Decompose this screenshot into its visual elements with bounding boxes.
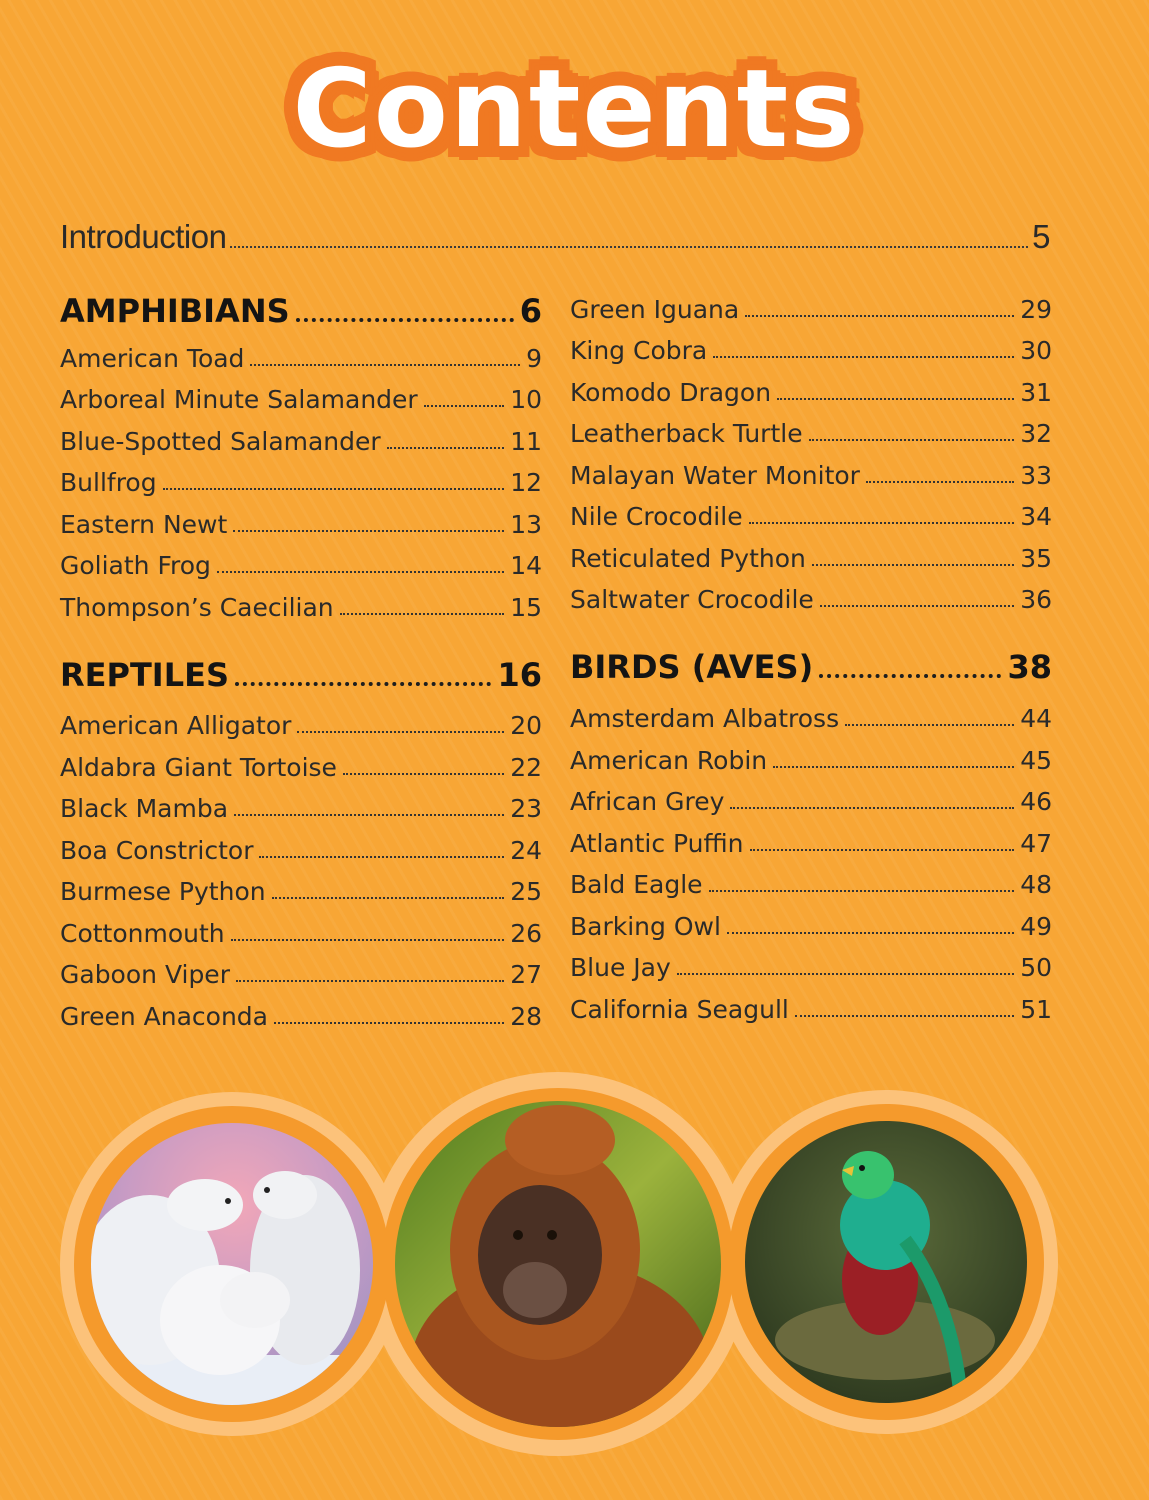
toc-entry-page: 27: [510, 960, 542, 989]
toc-entry-page: 9: [526, 344, 542, 373]
toc-entry-label: American Alligator: [60, 711, 292, 740]
toc-entry-label: Amsterdam Albatross: [570, 704, 840, 733]
toc-entry-page: 24: [510, 836, 542, 865]
toc-entry-goliath-frog[interactable]: [60, 544, 542, 580]
toc-entry-page: 25: [510, 877, 542, 906]
toc-entry-label: California Seagull: [570, 995, 789, 1024]
toc-entry-label: Atlantic Puffin: [570, 829, 744, 858]
polar-bears-photo: [80, 1110, 390, 1420]
toc-entry-page: 49: [1020, 912, 1052, 941]
toc-entry-page: 15: [510, 593, 542, 622]
toc-entry-boa-constrictor[interactable]: [60, 829, 542, 865]
orangutan-photo: [390, 1095, 730, 1480]
toc-entry-page: 44: [1020, 704, 1052, 733]
toc-entry-page: 20: [510, 711, 542, 740]
toc-section-label: BIRDS (AVES): [570, 648, 814, 686]
toc-entry-label: Reticulated Python: [570, 544, 806, 573]
dot-leader: [234, 814, 504, 816]
dot-leader: [217, 571, 504, 573]
toc-entry-page: 10: [510, 385, 542, 414]
title-area: [0, 40, 1149, 190]
dot-leader: [231, 939, 505, 941]
toc-entry-cottonmouth[interactable]: [60, 912, 542, 948]
photo-ring-3: [714, 1090, 1058, 1434]
toc-entry-american-toad[interactable]: [60, 337, 542, 373]
toc-entry-arboreal-minute-salamander[interactable]: [60, 378, 542, 414]
toc-entry-page: 14: [510, 551, 542, 580]
toc-entry-african-grey[interactable]: [570, 780, 1052, 816]
toc-entry-page: 50: [1020, 953, 1052, 982]
dot-leader: [272, 897, 505, 899]
toc-entry-label: Eastern Newt: [60, 510, 228, 539]
dot-leader: [730, 807, 1014, 809]
toc-entry-page: 36: [1020, 585, 1052, 614]
dot-leader: [812, 564, 1014, 566]
toc-entry-page: 30: [1020, 336, 1052, 365]
dot-leader: [773, 766, 1014, 768]
toc-section-reptiles[interactable]: [60, 650, 542, 694]
toc-entry-eastern-newt[interactable]: [60, 503, 542, 539]
toc-entry-bullfrog[interactable]: [60, 461, 542, 497]
toc-entry-label: Komodo Dragon: [570, 378, 772, 407]
page-title: Contents: [292, 47, 857, 172]
toc-entry-label: Thompson’s Caecilian: [60, 593, 334, 622]
toc-entry-label: Burmese Python: [60, 877, 266, 906]
dot-leader: [777, 398, 1014, 400]
dot-leader: [820, 605, 1014, 607]
toc-entry-label: Barking Owl: [570, 912, 721, 941]
toc-entry-label: King Cobra: [570, 336, 708, 365]
toc-entry-label: Goliath Frog: [60, 551, 211, 580]
toc-section-label: AMPHIBIANS: [60, 292, 290, 330]
quetzal-bird-photo: [740, 1115, 1040, 1415]
toc-entry-aldabra-giant-tortoise[interactable]: [60, 746, 542, 782]
dot-leader: [163, 488, 505, 490]
photo-ring-1: [60, 1092, 404, 1436]
toc-entry-page: 51: [1020, 995, 1052, 1024]
toc-entry-label: Bullfrog: [60, 468, 157, 497]
dot-leader: [749, 522, 1015, 524]
dot-leader: [745, 315, 1014, 317]
dot-leader: [259, 856, 504, 858]
toc-entry-page: 12: [510, 468, 542, 497]
toc-entry-label: American Robin: [570, 746, 768, 775]
toc-entry-king-cobra[interactable]: [570, 329, 1052, 365]
toc-entry-blue-jay[interactable]: [570, 946, 1052, 982]
dot-leader: [866, 481, 1014, 483]
toc-entry-american-alligator[interactable]: [60, 704, 542, 740]
dot-leader: [845, 724, 1014, 726]
toc-entry-label: Bald Eagle: [570, 870, 703, 899]
toc-entry-page: 46: [1020, 787, 1052, 816]
photo-ring-2: [366, 1072, 750, 1456]
toc-entry-komodo-dragon[interactable]: [570, 371, 1052, 407]
toc-entry-page: 47: [1020, 829, 1052, 858]
dot-leader: [340, 613, 505, 615]
dot-leader: [795, 1015, 1014, 1017]
toc-entry-label: Aldabra Giant Tortoise: [60, 753, 337, 782]
dot-leader: [677, 973, 1014, 975]
dot-leader: [424, 405, 504, 407]
toc-entry-barking-owl[interactable]: [570, 905, 1052, 941]
toc-entry-page: 45: [1020, 746, 1052, 775]
dot-leader: [750, 849, 1015, 851]
toc-entry-gaboon-viper[interactable]: [60, 953, 542, 989]
toc-entry-label: Arboreal Minute Salamander: [60, 385, 418, 414]
dot-leader: [236, 980, 504, 982]
toc-entry-label: American Toad: [60, 344, 245, 373]
toc-entry-atlantic-puffin[interactable]: [570, 822, 1052, 858]
toc-section-page: 16: [497, 656, 542, 694]
toc-entry-page: 32: [1020, 419, 1052, 448]
toc-entry-blue-spotted-salamander[interactable]: [60, 420, 542, 456]
toc-entry-label: Nile Crocodile: [570, 502, 743, 531]
dot-leader: [250, 364, 520, 366]
toc-entry-green-anaconda[interactable]: [60, 995, 542, 1031]
toc-entry-label: African Grey: [570, 787, 725, 816]
toc-entry-saltwater-crocodile[interactable]: [570, 578, 1052, 614]
dot-leader: [296, 318, 514, 322]
toc-entry-label: Blue-Spotted Salamander: [60, 427, 381, 456]
toc-entry-label: Boa Constrictor: [60, 836, 254, 865]
toc-entry-green-iguana[interactable]: [570, 288, 1052, 324]
toc-entry-bald-eagle[interactable]: [570, 863, 1052, 899]
dot-leader: [809, 439, 1015, 441]
toc-entry-label: Leatherback Turtle: [570, 419, 803, 448]
toc-entry-page: 35: [1020, 544, 1052, 573]
toc-entry-page: 23: [510, 794, 542, 823]
toc-entry-california-seagull[interactable]: [570, 988, 1052, 1024]
dot-leader: [230, 246, 1028, 248]
toc-section-page: 38: [1007, 648, 1052, 686]
toc-entry-page: 48: [1020, 870, 1052, 899]
toc-entry-label: Saltwater Crocodile: [570, 585, 814, 614]
toc-entry-label: Introduction: [60, 218, 227, 255]
dot-leader: [343, 773, 504, 775]
toc-section-label: REPTILES: [60, 656, 229, 694]
toc-entry-amsterdam-albatross[interactable]: [570, 697, 1052, 733]
dot-leader: [727, 932, 1014, 934]
toc-entry-page: 31: [1020, 378, 1052, 407]
toc-entry-leatherback-turtle[interactable]: [570, 412, 1052, 448]
dot-leader: [297, 731, 504, 733]
toc-entry-page: 22: [510, 753, 542, 782]
toc-entry-page: 26: [510, 919, 542, 948]
toc-entry-malayan-water-monitor[interactable]: [570, 454, 1052, 490]
dot-leader: [233, 530, 504, 532]
toc-entry-black-mamba[interactable]: [60, 787, 542, 823]
toc-entry-label: Malayan Water Monitor: [570, 461, 860, 490]
toc-entry-page: 33: [1020, 461, 1052, 490]
dot-leader: [387, 447, 505, 449]
toc-entry-introduction[interactable]: [60, 206, 1050, 256]
toc-entry-label: Green Iguana: [570, 295, 740, 324]
toc-entry-page: 29: [1020, 295, 1052, 324]
toc-entry-label: Blue Jay: [570, 953, 671, 982]
toc-entry-burmese-python[interactable]: [60, 870, 542, 906]
toc-entry-nile-crocodile[interactable]: [570, 495, 1052, 531]
toc-section-birds-aves[interactable]: [570, 642, 1052, 686]
dot-leader: [274, 1022, 504, 1024]
toc-entry-reticulated-python[interactable]: [570, 537, 1052, 573]
dot-leader: [235, 682, 491, 686]
dot-leader: [713, 356, 1014, 358]
toc-entry-page: 34: [1020, 502, 1052, 531]
toc-entry-page: 28: [510, 1002, 542, 1031]
toc-entry-american-robin[interactable]: [570, 739, 1052, 775]
toc-entry-page: 11: [510, 427, 542, 456]
toc-entry-label: Gaboon Viper: [60, 960, 230, 989]
dot-leader: [819, 674, 1001, 678]
toc-entry-label: Cottonmouth: [60, 919, 225, 948]
toc-section-amphibians[interactable]: [60, 286, 542, 330]
toc-entry-label: Black Mamba: [60, 794, 229, 823]
toc-entry-thompson-s-caecilian[interactable]: [60, 586, 542, 622]
toc-entry-page: 13: [510, 510, 542, 539]
toc-entry-page: 5: [1032, 218, 1050, 255]
dot-leader: [709, 890, 1015, 892]
toc-section-page: 6: [519, 292, 542, 330]
toc-entry-label: Green Anaconda: [60, 1002, 268, 1031]
